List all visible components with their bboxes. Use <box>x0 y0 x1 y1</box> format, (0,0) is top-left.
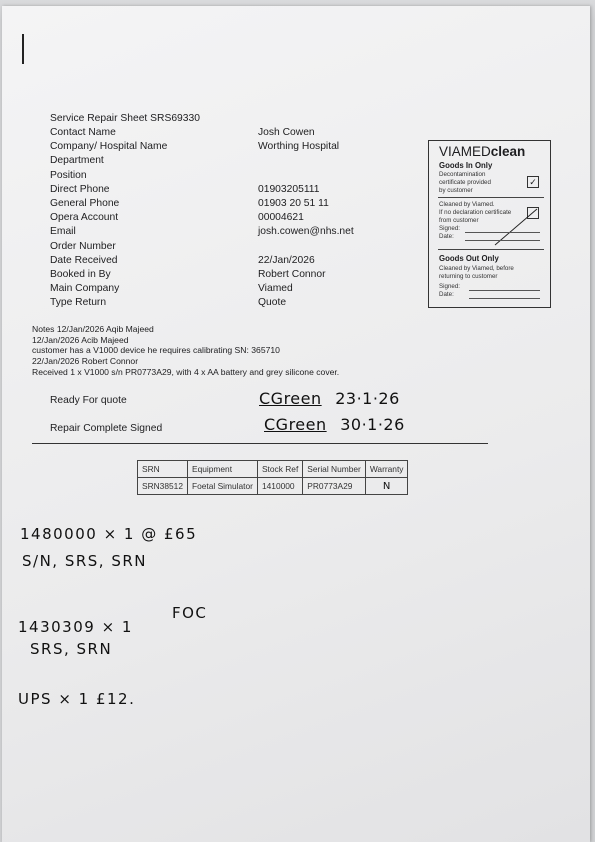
field-row <box>50 226 430 240</box>
brand-prefix: VIAMED <box>439 144 491 159</box>
repair-complete-label: Repair Complete Signed <box>50 423 163 434</box>
viamed-clean-box <box>428 140 551 308</box>
cleaned-signed-label: Signed: <box>439 225 460 232</box>
pen-mark <box>22 34 24 64</box>
field-label: Position <box>50 169 87 181</box>
field-row <box>50 198 430 212</box>
field-row <box>50 269 430 283</box>
column-header-stock-ref: Stock Ref <box>257 461 302 478</box>
field-value: Robert Connor <box>258 269 326 280</box>
ready-for-quote-label: Ready For quote <box>50 395 127 406</box>
viamed-clean-logo <box>439 144 525 159</box>
column-header-srn: SRN <box>138 461 188 478</box>
field-value: Worthing Hospital <box>258 141 340 153</box>
note-line: Received 1 x V1000 s/n PR0773A29, with 4 x AA battery and grey silicone cover. <box>32 366 340 377</box>
cell-srn: SRN38512 <box>138 478 188 495</box>
field-value: 22/Jan/2026 <box>258 254 315 266</box>
field-value: josh.cowen@nhs.net <box>258 226 354 238</box>
cell-serial-number: PR0773A29 <box>303 478 366 495</box>
field-row <box>50 297 430 311</box>
goods-out-date-line <box>469 298 540 299</box>
field-label: Opera Account <box>50 212 119 224</box>
goods-in-checkbox[interactable]: ✓ <box>527 176 539 188</box>
field-label: Order Number <box>50 240 116 252</box>
handwritten-line-3-foc: FOC <box>172 604 208 622</box>
equipment-table <box>137 460 408 495</box>
field-row <box>50 127 430 141</box>
goods-in-title: Goods In Only <box>439 161 493 170</box>
field-row <box>50 141 430 155</box>
field-value: 00004621 <box>258 212 304 224</box>
brand-suffix: clean <box>490 144 526 159</box>
section-divider <box>32 443 488 444</box>
field-row <box>50 283 430 297</box>
cell-stock-ref: 1410000 <box>257 478 302 495</box>
box-separator <box>438 249 544 250</box>
goods-in-line-1: Decontamination <box>439 171 486 178</box>
notes-block <box>32 324 339 378</box>
complete-signature <box>264 415 405 434</box>
cleaned-signed-line <box>465 232 540 233</box>
handwritten-line-2: S/N, SRS, SRN <box>22 552 147 570</box>
goods-in-line-3: by customer <box>439 187 473 194</box>
cleaned-line-3: from customer <box>439 217 479 224</box>
goods-out-line-1: Cleaned by Viamed, before <box>439 265 514 272</box>
sheet-title-row <box>50 113 430 127</box>
cell-equipment: Foetal Simulator <box>187 478 257 495</box>
table-header-row <box>138 461 408 478</box>
goods-in-line-2: certificate provided <box>439 179 491 186</box>
field-label: Department <box>50 155 104 167</box>
goods-out-signed-label: Signed: <box>439 283 460 290</box>
handwritten-line-4: SRS, SRN <box>30 640 113 658</box>
cleaned-date-label: Date: <box>439 233 454 240</box>
field-label: Company/ Hospital Name <box>50 141 168 153</box>
field-label: Direct Phone <box>50 183 110 195</box>
cleaned-line-1: Cleaned by Viamed. <box>439 201 495 208</box>
cell-warranty: N <box>365 478 408 495</box>
handwritten-line-1: 1480000 × 1 @ £65 <box>20 525 198 543</box>
handwritten-line-3: 1430309 × 1 <box>18 618 133 636</box>
ready-signature-date: 23·1·26 <box>335 389 400 408</box>
cleaned-line-2: If no declaration certificate <box>439 209 512 216</box>
field-row <box>50 212 430 226</box>
box-separator <box>438 197 544 198</box>
field-value: 01903 20 51 11 <box>258 198 329 209</box>
field-row <box>50 241 430 255</box>
field-row <box>50 184 430 198</box>
column-header-equipment: Equipment <box>187 461 257 478</box>
goods-out-title: Goods Out Only <box>439 254 499 263</box>
note-line: 22/Jan/2026 Robert Connor <box>32 356 139 367</box>
sheet-title: Service Repair Sheet SRS69330 <box>50 113 200 124</box>
goods-out-line-2: returning to customer <box>439 273 498 280</box>
field-label: Contact Name <box>50 127 116 138</box>
note-line: 12/Jan/2026 Acib Majeed <box>32 334 129 345</box>
field-label: Email <box>50 226 76 238</box>
field-value: Quote <box>258 297 287 309</box>
field-label: Booked in By <box>50 269 111 280</box>
note-line: customer has a V1000 device he requires calibrating SN: 365710 <box>32 345 280 356</box>
field-row <box>50 155 430 169</box>
field-value: 01903205111 <box>258 183 320 195</box>
note-line: Notes 12/Jan/2026 Aqib Majeed <box>32 324 154 334</box>
field-row <box>50 255 430 269</box>
ready-signature-name: CGreen <box>259 389 322 408</box>
field-label: General Phone <box>50 198 120 209</box>
field-value: Josh Cowen <box>258 127 315 138</box>
complete-signature-name: CGreen <box>264 415 327 434</box>
handwritten-line-5: UPS × 1 £12. <box>18 690 136 708</box>
table-row <box>138 478 408 495</box>
field-value: Viamed <box>258 283 293 295</box>
column-header-warranty: Warranty <box>365 461 408 478</box>
field-label: Date Received <box>50 254 118 266</box>
goods-out-signed-line <box>469 290 540 291</box>
goods-out-date-label: Date: <box>439 291 454 298</box>
ready-signature <box>259 389 400 408</box>
field-row <box>50 170 430 184</box>
column-header-serial-number: Serial Number <box>303 461 366 478</box>
cleaned-date-line <box>465 240 540 241</box>
complete-signature-date: 30·1·26 <box>340 415 405 434</box>
field-label: Main Company <box>50 283 120 295</box>
field-label: Type Return <box>50 297 107 309</box>
